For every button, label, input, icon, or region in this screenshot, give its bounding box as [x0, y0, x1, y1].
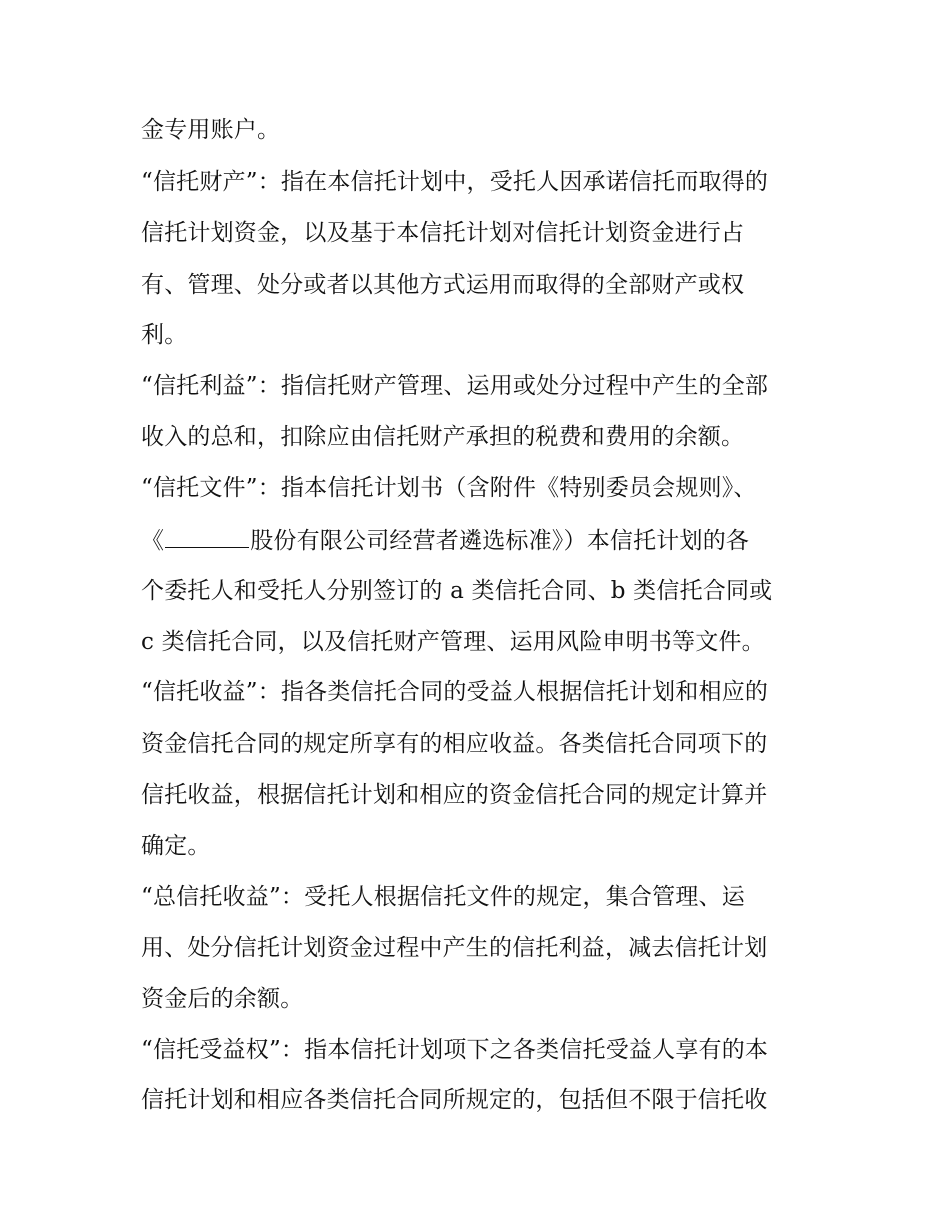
text-line: 有、管理、处分或者以其他方式运用而取得的全部财产或权 — [141, 272, 745, 298]
text-line: “信托利益”：指信托财产管理、运用或处分过程中产生的全部 — [141, 373, 769, 399]
text-line: 确定。 — [141, 833, 211, 859]
text-line: “信托财产”：指在本信托计划中，受托人因承诺信托而取得的 — [141, 169, 769, 195]
text-segment: 《 — [141, 528, 165, 554]
text-line: 收入的总和，扣除应由信托财产承担的税费和费用的余额。 — [141, 424, 745, 450]
text-line: 利。 — [141, 322, 188, 348]
text-line: 信托计划和相应各类信托合同所规定的，包括但不限于信托收 — [141, 1087, 768, 1113]
text-line: 个委托人和受托人分别签订的 a 类信托合同、b 类信托合同或 — [141, 578, 773, 604]
text-line: “信托收益”：指各类信托合同的受益人根据信托计划和相应的 — [141, 679, 769, 705]
text-line: “信托受益权”：指本信托计划项下之各类信托受益人享有的本 — [141, 1037, 769, 1063]
text-line: 资金后的余额。 — [141, 986, 304, 1012]
text-line: c 类信托合同，以及信托财产管理、运用风险申明书等文件。 — [141, 629, 765, 655]
text-line: 金专用账户。 — [141, 117, 281, 143]
text-line: 信托计划资金，以及基于本信托计划对信托计划资金进行占 — [141, 220, 745, 246]
text-line: “信托文件”：指本信托计划书（含附件《特别委员会规则》、 — [141, 475, 757, 501]
text-line: “总信托收益”：受托人根据信托文件的规定，集合管理、运 — [141, 884, 745, 910]
text-line: 用、处分信托计划资金过程中产生的信托利益，减去信托计划 — [141, 935, 768, 961]
text-line: 资金信托合同的规定所享有的相应收益。各类信托合同项下的 — [141, 731, 768, 757]
text-line: 信托收益，根据信托计划和相应的资金信托合同的规定计算并 — [141, 782, 768, 808]
text-line-with-blank — [141, 525, 821, 556]
fill-in-blank — [165, 525, 249, 548]
text-segment: 股份有限公司经营者遴选标准》）本信托计划的各 — [250, 528, 750, 554]
